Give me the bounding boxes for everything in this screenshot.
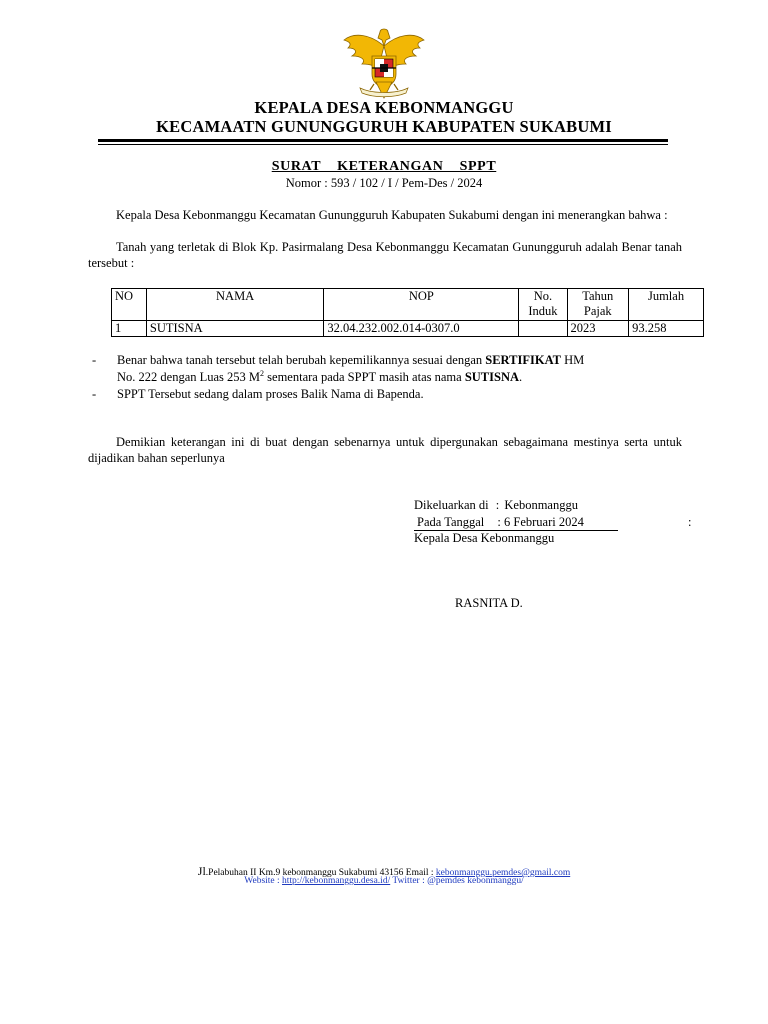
col-header-tahun <box>567 289 629 321</box>
issued-at-label: Dikeluarkan di <box>414 498 489 512</box>
bullet1-superscript: 2 <box>260 368 265 378</box>
letter-number: Nomor : 593 / 102 / I / Pem-Des / 2024 <box>285 176 483 190</box>
col-header-jumlah: Jumlah <box>629 289 704 321</box>
bullet1-text-a: Benar bahwa tanah tersebut telah berubah kepemilikannya sesuai dengan <box>117 353 486 367</box>
list-item <box>92 352 692 386</box>
cell-induk <box>519 321 567 337</box>
col-header-induk <box>519 289 567 321</box>
bullet1-bold-sertifikat: SERTIFIKAT <box>485 353 562 367</box>
bullet1-bold-name: SUTISNA <box>464 370 519 384</box>
letter-title: SURAT KETERANGAN SPPT <box>271 159 497 174</box>
footer-address-text: .Pelabuhan II Km.9 kebonmanggu Sukabumi 43156 Email : <box>205 868 436 878</box>
col-header-nama: NAMA <box>146 289 323 321</box>
bullet-dash: - <box>92 387 97 401</box>
footer-jl: Jl <box>197 864 206 878</box>
cell-tahun: 2023 <box>567 321 629 337</box>
land-table <box>111 288 704 337</box>
bullet1-text-e: . <box>519 370 523 384</box>
col-header-nop: NOP <box>324 289 519 321</box>
date-label: Pada Tanggal <box>417 515 485 529</box>
footer-website-link[interactable]: http://kebonmanggu.desa.id/ <box>282 876 391 886</box>
table-row <box>112 321 704 337</box>
garuda-emblem-icon <box>340 26 428 100</box>
col-header-induk-line2: Induk <box>528 304 558 318</box>
footer-website-label: Website : <box>244 876 283 886</box>
col-header-tahun-line1: Tahun <box>582 289 614 303</box>
bullet1-text-b: HM <box>561 353 585 367</box>
bullet1-text-c: No. 222 dengan Luas 253 M <box>117 370 261 384</box>
signer-name: RASNITA D. <box>455 596 523 610</box>
date-line <box>414 515 584 530</box>
issued-at-sep: : <box>495 498 500 512</box>
header-rule-thin <box>98 144 668 145</box>
table-header-row <box>112 289 704 321</box>
bullet2-text: SPPT Tersebut sedang dalam proses Balik Nama di Bapenda. <box>117 387 424 401</box>
footer-email-link[interactable]: kebonmanggu.pemdes@gmail.com <box>435 868 571 878</box>
date-value: : 6 Februari 2024 <box>497 515 584 529</box>
cell-nop: 32.04.232.002.014-0307.0 <box>324 321 519 337</box>
col-header-tahun-line2: Pajak <box>583 304 612 318</box>
cell-no: 1 <box>112 321 147 337</box>
header-district: KECAMAATN GUNUNGGURUH KABUPATEN SUKABUMI <box>156 117 612 136</box>
issued-at-line <box>414 498 578 513</box>
footer-web <box>0 876 768 886</box>
cell-nama: SUTISNA <box>146 321 323 337</box>
col-header-induk-line1: No. <box>533 289 553 303</box>
col-header-no: NO <box>112 289 147 321</box>
bullet-dash: - <box>92 353 97 367</box>
cell-jumlah: 93.258 <box>629 321 704 337</box>
issued-at-value: Kebonmanggu <box>504 498 578 512</box>
paragraph-intro: Kepala Desa Kebonmanggu Kecamatan Gunungguruh Kabupaten Sukabumi dengan ini menerangkan bahwa : <box>116 208 668 222</box>
trailing-colon: : <box>688 515 692 529</box>
footer-twitter-text: Twitter : @pemdes kebonmanggu/ <box>390 876 524 886</box>
list-item <box>92 386 692 403</box>
bullet1-text-d: sementara pada SPPT masih atas nama <box>264 370 465 384</box>
header-rule-thick <box>98 139 668 142</box>
header-village-head: KEPALA DESA KEBONMANGGU <box>254 98 514 117</box>
statement-list <box>92 352 692 403</box>
paragraph-land: Tanah yang terletak di Blok Kp. Pasirmalang Desa Kebonmanggu Kecamatan Gunungguruh adalah Benar tanah tersebut : <box>88 240 682 270</box>
signer-position: Kepala Desa Kebonmanggu <box>414 531 555 545</box>
paragraph-closing: Demikian keterangan ini di buat dengan sebenarnya untuk dipergunakan sebagaimana mestinya serta untuk dijadikan bahan seperlunya <box>88 435 682 465</box>
